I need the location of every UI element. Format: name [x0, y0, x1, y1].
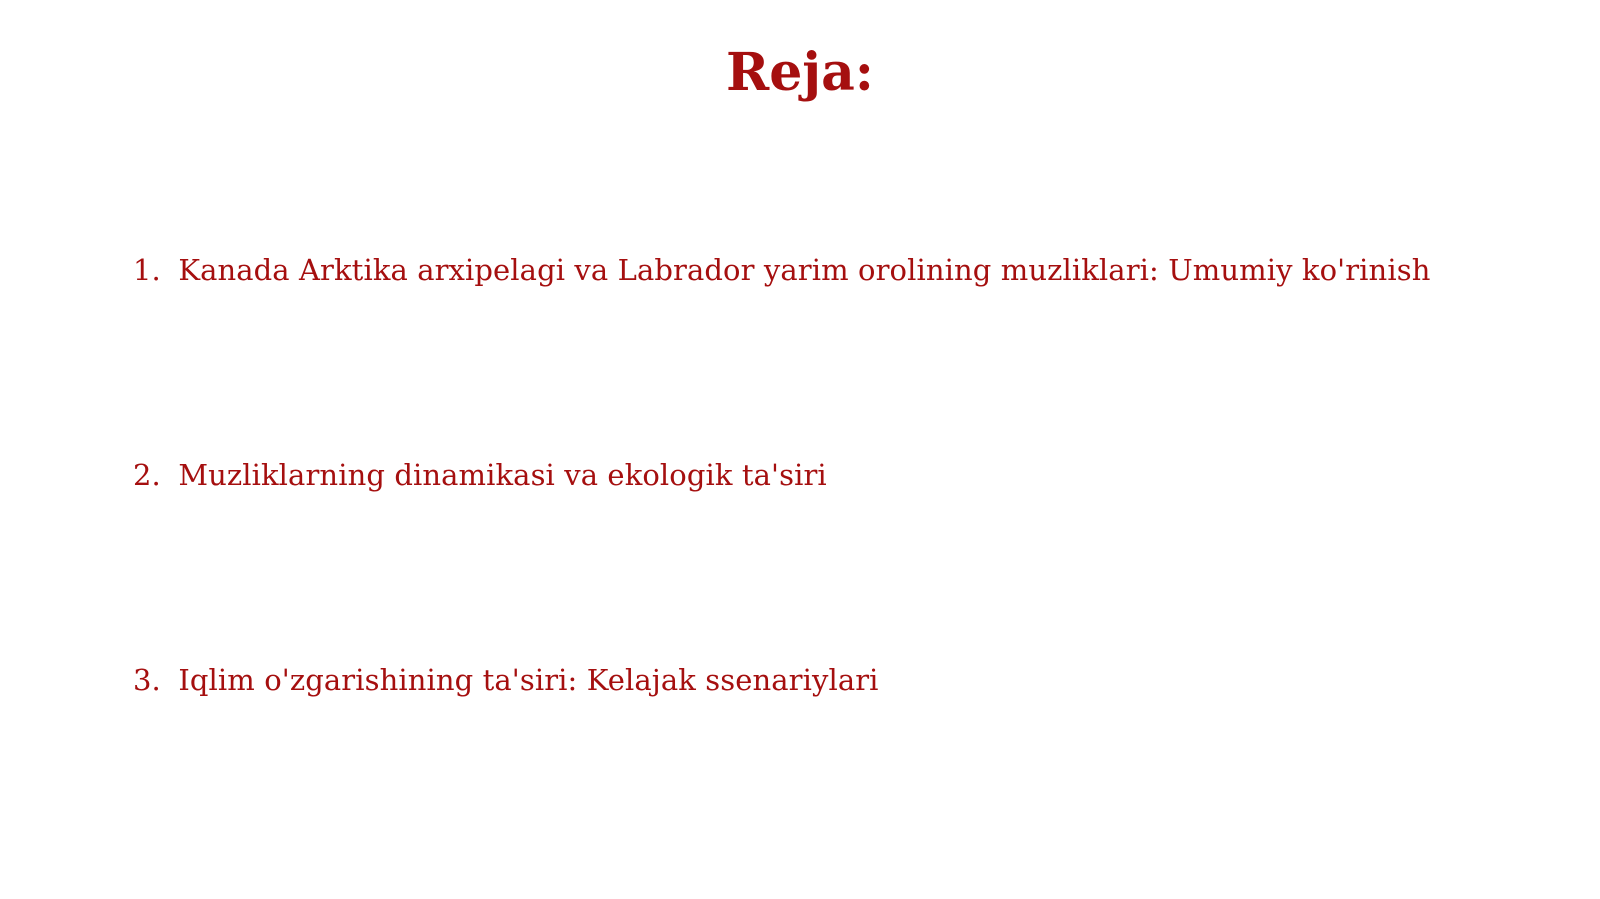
plan-item-text: Kanada Arktika arxipelagi va Labrador yarim orolining muzliklari: Umumiy ko'rinish [178, 253, 1431, 287]
plan-item-number: 2. [133, 458, 161, 492]
plan-item-text: Iqlim o'zgarishining ta'siri: Kelajak ssenariylari [178, 663, 879, 697]
slide-title: Reja: [725, 42, 874, 103]
plan-item-1 [133, 250, 1430, 290]
plan-item-3 [133, 660, 879, 700]
plan-item-number: 1. [133, 253, 161, 287]
plan-item-number: 3. [133, 663, 161, 697]
plan-item-text: Muzliklarning dinamikasi va ekologik ta'siri [178, 458, 827, 492]
plan-item-2 [133, 455, 827, 495]
